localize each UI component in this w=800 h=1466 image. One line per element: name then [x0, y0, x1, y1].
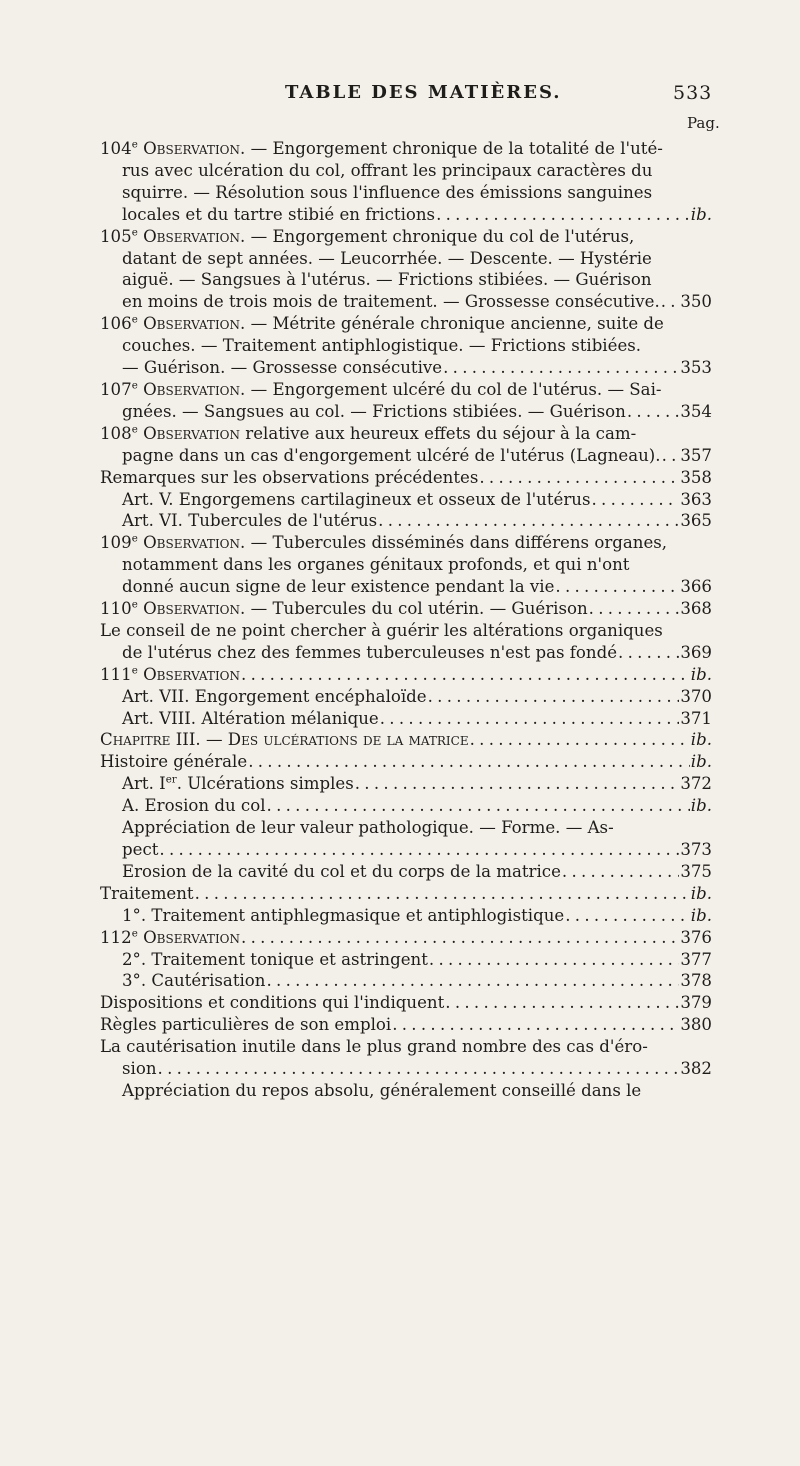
toc-entry [100, 729, 712, 751]
last-line-text: Appréciation du repos absolu, généralement conseillé dans le [122, 1080, 642, 1100]
entry-page: ib. [690, 752, 712, 772]
page-column-label: Pag. [687, 114, 720, 132]
entry-text: — Tubercules du col utérin. — Guérison [245, 599, 588, 619]
entry-text: pect [122, 840, 159, 859]
toc-entry [100, 970, 712, 992]
entry-text: Art. VIII. Altération mélanique [122, 708, 379, 728]
entry-text [100, 467, 478, 489]
entry-page: 353 [680, 358, 712, 378]
toc-line [100, 204, 712, 226]
toc-line: couches. — Traitement antiphlogistique. — Frictions stibiées. [122, 336, 642, 356]
entry-page: ib. [690, 730, 712, 750]
toc-line: Appréciation de leur valeur pathologique. — Forme. — As- [122, 818, 614, 838]
toc-line [100, 1014, 712, 1036]
toc-line [100, 313, 712, 335]
entry-text [100, 927, 240, 949]
toc-line [100, 751, 712, 773]
entry-text: Dispositions et conditions qui l'indiquent [100, 993, 445, 1013]
toc-line [100, 1058, 712, 1080]
entry-text [122, 949, 428, 971]
entry-text: Histoire générale [100, 752, 248, 772]
entry-page: ib. [690, 204, 712, 224]
toc-line [100, 423, 712, 445]
toc-line [100, 729, 712, 751]
toc-line [100, 510, 712, 532]
toc-line [100, 883, 712, 905]
observation-label: Observation. [143, 533, 246, 553]
entry-text: — Engorgement chronique du col de l'utérus, [245, 226, 635, 246]
toc-line: La cautérisation inutile dans le plus grand nombre des cas d'éro- [100, 1037, 648, 1057]
toc-line [100, 686, 712, 708]
toc-line [100, 401, 712, 423]
running-header-title: TABLE DES MATIÈRES. [285, 82, 562, 103]
toc-line: datant de sept années. — Leucorrhée. — Descente. — Hystérie [122, 248, 652, 268]
toc-line [100, 795, 712, 817]
ordinal-suffix: e [131, 379, 138, 392]
ordinal-suffix: e [131, 664, 138, 677]
entry-text [122, 510, 377, 532]
toc-entry [100, 532, 712, 598]
dot-leader [436, 204, 690, 226]
dot-leader [392, 1014, 679, 1036]
table-of-contents [100, 138, 712, 1102]
toc-entry [100, 773, 712, 795]
entry-text: 1°. Traitement antiphlegmasique et antiphlogistique [122, 905, 565, 925]
toc-line [100, 598, 712, 620]
entry-text: locales et du tartre stibié en frictions [122, 204, 436, 224]
toc-line [100, 445, 712, 467]
toc-entry [100, 620, 712, 664]
dot-leader [429, 949, 679, 971]
dot-leader [565, 905, 690, 927]
observation-number: 110 [100, 599, 132, 619]
observation-number: 104 [100, 139, 132, 158]
entry-page: ib. [690, 883, 712, 903]
toc-line [100, 532, 712, 554]
dot-leader [380, 708, 680, 730]
entry-text: Art. V. Engorgemens cartilagineux et osseux de l'utérus [122, 489, 591, 509]
dot-leader [158, 1058, 680, 1080]
dot-leader [470, 729, 690, 751]
entry-text [122, 291, 660, 313]
dot-leader [355, 773, 680, 795]
entry-page: 368 [680, 599, 712, 619]
toc-line [100, 489, 712, 511]
toc-entry [100, 751, 712, 773]
dot-leader [661, 291, 680, 313]
entry-text: — Métrite générale chronique ancienne, suite de [245, 314, 664, 334]
toc-line [100, 291, 712, 313]
entry-text: Règles particulières de son emploi [100, 1015, 392, 1035]
toc-line [100, 708, 712, 730]
entry-page: 354 [680, 401, 712, 421]
toc-entry [100, 905, 712, 927]
entry-text: A. Erosion du col [122, 796, 266, 816]
dot-leader [589, 598, 680, 620]
chapter-label: Chapitre III. [100, 730, 201, 750]
toc-entry [100, 861, 712, 883]
entry-page: 373 [680, 840, 712, 859]
entry-page: 358 [680, 467, 712, 487]
toc-line [100, 927, 712, 949]
toc-line [100, 357, 712, 379]
toc-entry [100, 313, 712, 379]
dot-leader [378, 510, 679, 532]
observation-label: Observation. [143, 379, 246, 399]
toc-entry [100, 138, 712, 226]
dot-leader [266, 970, 679, 992]
dot-leader [159, 839, 679, 861]
toc-entry [100, 817, 712, 861]
dot-leader [662, 445, 680, 467]
toc-entry [100, 467, 712, 489]
toc-line: rus avec ulcération du col, offrant les principaux caractères du [122, 160, 653, 180]
toc-line [100, 226, 712, 248]
toc-line [100, 773, 712, 795]
entry-page: 366 [680, 577, 712, 597]
entry-text: Art. I [122, 774, 166, 794]
entry-text [100, 664, 240, 686]
entry-text [122, 708, 379, 730]
dot-leader [479, 467, 679, 489]
dot-leader [562, 861, 679, 883]
toc-line [100, 138, 712, 160]
dot-leader [443, 357, 679, 379]
toc-line: aiguë. — Sangsues à l'utérus. — Frictions stibiées. — Guérison [122, 270, 652, 290]
observation-label: Observation [143, 927, 241, 947]
entry-text: — Guérison. — Grossesse consécutive [122, 358, 443, 378]
entry-page: 357 [680, 445, 712, 465]
entry-text [100, 751, 247, 773]
entry-text [100, 598, 588, 620]
observation-label: Observation [143, 423, 241, 443]
toc-line [100, 379, 712, 401]
toc-line [100, 839, 712, 861]
entry-text [122, 773, 354, 795]
entry-text [122, 357, 442, 379]
toc-line [100, 949, 712, 971]
entry-text: Art. VII. Engorgement encéphaloïde [122, 686, 427, 706]
entry-page: 369 [680, 642, 712, 662]
entry-page: 377 [680, 949, 712, 969]
ordinal-suffix: er [165, 773, 177, 786]
entry-text: sion [122, 1059, 157, 1079]
entry-text [122, 970, 265, 992]
toc-entry [100, 686, 712, 708]
entry-text [122, 839, 158, 861]
entry-text: pagne dans un cas d'engorgement ulcéré de l'utérus (Lagneau). [122, 445, 661, 465]
observation-label: Observation. [143, 599, 246, 619]
entry-text [100, 992, 444, 1014]
toc-entry [100, 992, 712, 1014]
dot-leader [445, 992, 679, 1014]
dot-leader [195, 883, 690, 905]
entry-text: donné aucun signe de leur existence pendant la vie [122, 577, 555, 597]
entry-text: Art. VI. Tubercules de l'utérus [122, 511, 378, 531]
entry-page: 379 [680, 993, 712, 1013]
entry-text: 3°. Cautérisation [122, 971, 266, 991]
entry-page: 380 [680, 1015, 712, 1035]
toc-line [100, 467, 712, 489]
entry-page: 350 [680, 292, 712, 312]
dot-leader [241, 927, 679, 949]
observation-number: 109 [100, 533, 132, 553]
toc-entry [100, 423, 712, 467]
ordinal-suffix: e [131, 532, 138, 545]
toc-entry [100, 795, 712, 817]
toc-line: notamment dans les organes génitaux profonds, et qui n'ont [122, 555, 630, 575]
entry-page: 376 [680, 927, 712, 947]
ordinal-suffix: e [131, 226, 138, 239]
entry-text [122, 1058, 157, 1080]
toc-line [100, 970, 712, 992]
toc-entry [100, 510, 712, 532]
dot-leader [248, 751, 690, 773]
entry-page: 371 [680, 708, 712, 728]
entry-text: Remarques sur les observations précédentes [100, 467, 479, 487]
toc-entry [100, 226, 712, 314]
toc-line: Le conseil de ne point chercher à guérir les altérations organiques [100, 620, 663, 640]
ordinal-suffix: e [131, 138, 138, 151]
dot-leader [428, 686, 680, 708]
dot-leader [618, 642, 679, 664]
entry-text [122, 576, 554, 598]
dot-leader [241, 664, 690, 686]
entry-text: gnées. — Sangsues au col. — Frictions stibiées. — Guérison [122, 401, 626, 421]
toc-entry [100, 1036, 712, 1080]
entry-text: 2°. Traitement tonique et astringent [122, 949, 428, 969]
page-number: 533 [673, 82, 713, 104]
entry-text [122, 861, 561, 883]
ordinal-suffix: e [131, 927, 138, 940]
entry-text: en moins de trois mois de traitement. — Grossesse consécutive. [122, 292, 660, 312]
entry-text: relative aux heureux effets du séjour à la cam- [240, 423, 637, 443]
entry-page: ib. [690, 796, 712, 816]
toc-line [100, 905, 712, 927]
toc-entry [100, 949, 712, 971]
entry-text: de l'utérus chez des femmes tuberculeuses n'est pas fondé [122, 642, 618, 662]
toc-entry [100, 1014, 712, 1036]
entry-page: 370 [680, 686, 712, 706]
chapter-title: — Des ulcérations de la matrice [205, 730, 469, 750]
dot-leader [591, 489, 679, 511]
ordinal-suffix: e [131, 598, 138, 611]
ordinal-suffix: e [131, 313, 138, 326]
toc-entry [100, 883, 712, 905]
entry-text [100, 883, 194, 905]
dot-leader [267, 795, 690, 817]
entry-text: — Engorgement ulcéré du col de l'utérus. — Sai- [245, 379, 662, 399]
observation-number: 105 [100, 226, 132, 246]
observation-number: 107 [100, 379, 132, 399]
entry-page: 372 [680, 774, 712, 794]
entry-page: ib. [690, 664, 712, 684]
observation-label: Observation. [143, 226, 246, 246]
toc-entry [100, 708, 712, 730]
observation-number: 112 [100, 927, 132, 947]
toc-line [100, 861, 712, 883]
observation-label: Observation [143, 664, 241, 684]
observation-label: Observation. [143, 139, 246, 158]
entry-text [122, 401, 626, 423]
entry-text: Traitement [100, 883, 194, 903]
entry-page: 382 [680, 1059, 712, 1079]
toc-entry [100, 664, 712, 686]
entry-text [100, 1014, 391, 1036]
toc-line [100, 642, 712, 664]
toc-entry [100, 379, 712, 423]
entry-text [122, 204, 435, 226]
dot-leader [627, 401, 680, 423]
toc-entry [100, 927, 712, 949]
entry-text [122, 686, 427, 708]
entry-text [122, 489, 590, 511]
entry-text [122, 795, 266, 817]
entry-page: 378 [680, 971, 712, 991]
entry-text: — Tubercules disséminés dans différens organes, [245, 533, 668, 553]
observation-number: 111 [100, 664, 132, 684]
toc-entry [100, 598, 712, 620]
observation-number: 108 [100, 423, 132, 443]
toc-line [100, 664, 712, 686]
ordinal-suffix: e [131, 423, 138, 436]
entry-text [122, 905, 564, 927]
entry-text [100, 729, 469, 751]
dot-leader [555, 576, 679, 598]
toc-line [100, 576, 712, 598]
entry-page: 365 [680, 511, 712, 531]
entry-text: . Ulcérations simples [176, 774, 354, 794]
entry-text [122, 642, 617, 664]
observation-number: 106 [100, 314, 132, 334]
toc-line: squirre. — Résolution sous l'influence des émissions sanguines [122, 182, 653, 202]
entry-text: Erosion de la cavité du col et du corps de la matrice [122, 861, 561, 881]
entry-page: 375 [680, 861, 712, 881]
entry-text: — Engorgement chronique de la totalité de l'uté- [245, 139, 663, 158]
toc-line [100, 992, 712, 1014]
toc-entry [100, 489, 712, 511]
entry-page: ib. [690, 905, 712, 925]
observation-label: Observation. [143, 314, 246, 334]
entry-text [122, 445, 661, 467]
entry-page: 363 [680, 489, 712, 509]
